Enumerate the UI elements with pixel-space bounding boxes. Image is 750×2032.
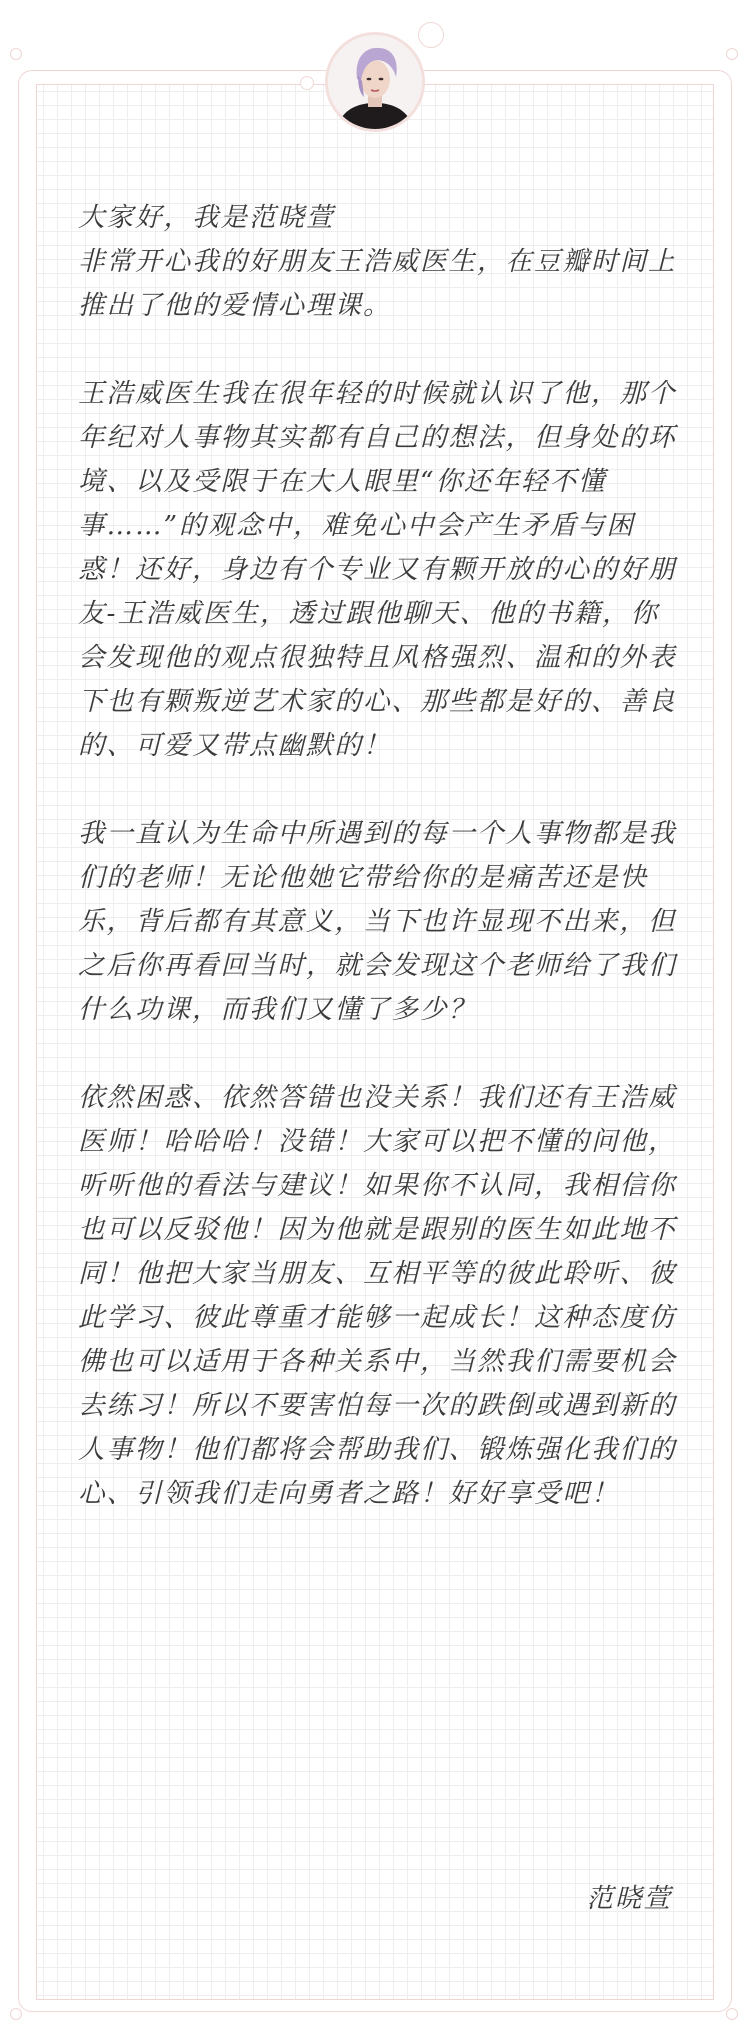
corner-ring-bottom-right	[726, 2008, 738, 2020]
decor-bubble-small	[300, 76, 314, 90]
avatar	[325, 32, 425, 132]
letter-paragraph: 非常开心我的好朋友王浩威医生，在豆瓣时间上推出了他的爱情心理课。	[78, 246, 677, 321]
avatar-portrait-icon	[328, 35, 422, 129]
letter-paragraph: 我一直认为生命中所遇到的每一个人事物都是我们的老师！无论他她它带给你的是痛苦还是快乐，背后都有其意义，当下也许显现不出来，但之后你再看回当时，就会发现这个老师给了我们什么功课，而我们又懂了多少？	[78, 818, 677, 1025]
letter-paragraph: 王浩威医生我在很年轻的时候就认识了他，那个年纪对人事物其实都有自己的想法，但身处的环境、以及受限于在大人眼里“你还年轻不懂事……”的观念中，难免心中会产生矛盾与困惑！还好，身边有个专业又有颗开放的心的好朋友-王浩威医生，透过跟他聊天、他的书籍，你会发现他的观点很独特且风格强烈、温和的外表下也有颗叛逆艺术家的心、那些都是好的、善良的、可爱又带点幽默的！	[78, 378, 677, 761]
letter-signature: 范晓萱	[586, 1883, 672, 1914]
corner-ring-bottom-left	[10, 2008, 22, 2020]
letter-greeting: 大家好，我是范晓萱	[78, 202, 335, 233]
corner-ring-top-left	[10, 48, 22, 60]
corner-ring-top-right	[726, 48, 738, 60]
decor-bubble-large	[418, 22, 444, 48]
letter-body	[78, 196, 678, 1560]
letter-paragraph: 依然困惑、依然答错也没关系！我们还有王浩威医师！哈哈哈！没错！大家可以把不懂的问他，听听他的看法与建议！如果你不认同，我相信你也可以反驳他！因为他就是跟别的医生如此地不同！他把大家当朋友、互相平等的彼此聆听、彼此学习、彼此尊重才能够一起成长！这种态度仿佛也可以适用于各种关系中，当然我们需要机会去练习！所以不要害怕每一次的跌倒或遇到新的人事物！他们都将会帮助我们、锻炼强化我们的心、引领我们走向勇者之路！好好享受吧！	[78, 1082, 677, 1509]
